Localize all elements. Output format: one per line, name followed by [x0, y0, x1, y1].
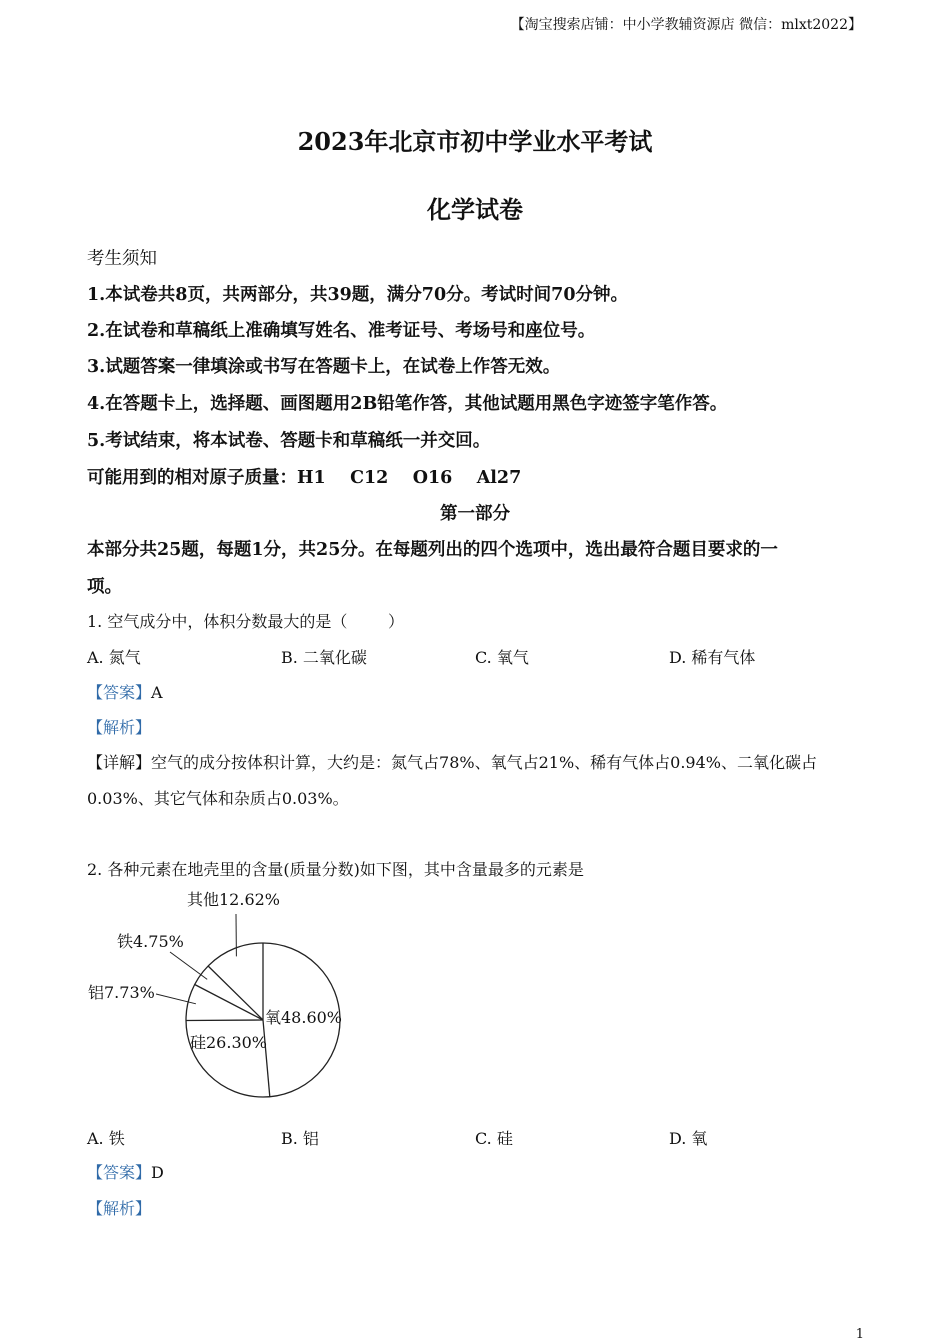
q1-answer: A: [151, 683, 163, 702]
pie-slice-硅: [263, 1020, 270, 1097]
pie-label-其他: 其他12.62%: [187, 890, 281, 909]
pie-slice-其他: [208, 966, 263, 1020]
pie-slice-铁: [195, 985, 263, 1021]
q1-answer-row: [87, 680, 163, 703]
q2-analysis-tag: 【解析】: [87, 1199, 152, 1218]
page-number: 1: [855, 1327, 864, 1342]
part-intro-line2: 项。: [87, 577, 122, 597]
q1-detail-line2: 0.03%、其它气体和杂质占0.03%。: [87, 789, 349, 808]
answer-tag: 【答案】: [87, 1163, 152, 1182]
q2-option-d: D. 氧: [669, 1129, 708, 1148]
pie-chart: [0, 880, 380, 1110]
q1-question: 1. 空气成分中，体积分数最大的是（ ）: [87, 612, 405, 631]
pie-label-硅: 硅26.30%: [190, 1033, 268, 1052]
q2-question: 2. 各种元素在地壳里的含量(质量分数)如下图，其中含量最多的元素是: [87, 860, 584, 879]
q1-detail-line1: [87, 750, 817, 773]
q1-option-a: A. 氮气: [87, 648, 141, 667]
pie-slice-铝: [186, 1020, 263, 1021]
pie-label-氧: 氧48.60%: [265, 1008, 343, 1027]
q1-analysis-tag: 【解析】: [87, 718, 152, 737]
notice-item: 2.在试卷和草稿纸上准确填写姓名、准考证号、考场号和座位号。: [87, 321, 596, 341]
pie-label-铁: 铁4.75%: [117, 932, 184, 951]
part-heading: 第一部分: [440, 504, 510, 524]
q2-option-b: B. 铝: [281, 1129, 319, 1148]
notice-item: 4.在答题卡上，选择题、画图题用2B铅笔作答，其他试题用黑色字迹签字笔作答。: [87, 394, 728, 414]
header-note: 【淘宝搜索店铺：中小学教辅资源店 微信：mlxt2022】: [510, 17, 862, 33]
answer-tag: 【答案】: [87, 683, 152, 702]
pie-leader-铁: [170, 952, 207, 979]
notice-heading: 考生须知: [87, 249, 157, 269]
q1-option-d: D. 稀有气体: [669, 648, 756, 667]
notice-item: 5.考试结束，将本试卷、答题卡和草稿纸一并交回。: [87, 431, 491, 451]
exam-title: 2023年北京市初中学业水平考试: [297, 127, 653, 156]
q2-option-a: A. 铁: [87, 1129, 125, 1148]
part-intro-line1: 本部分共25题，每题1分，共25分。在每题列出的四个选项中，选出最符合题目要求的一: [87, 540, 778, 560]
q2-answer: D: [151, 1163, 164, 1182]
q2-option-c: C. 硅: [475, 1129, 513, 1148]
pie-labels: [88, 890, 342, 1052]
q2-answer-row: [87, 1160, 164, 1183]
detail-text: 空气的成分按体积计算，大约是：氮气占78%、氧气占21%、稀有气体占0.94%、二氧化碳占: [151, 753, 817, 772]
pie-label-铝: 铝7.73%: [88, 983, 155, 1002]
detail-tag: 【详解】: [87, 753, 152, 772]
q1-option-b: B. 二氧化碳: [281, 648, 367, 667]
notice-item: 3.试题答案一律填涂或书写在答题卡上，在试卷上作答无效。: [87, 357, 561, 377]
exam-subtitle: 化学试卷: [427, 195, 523, 224]
notice-item: 1.本试卷共8页，共两部分，共39题，满分70分。考试时间70分钟。: [87, 285, 629, 305]
q1-option-c: C. 氧气: [475, 648, 529, 667]
atomic-masses: 可能用到的相对原子质量：H1 C12 O16 Al27: [87, 468, 522, 488]
